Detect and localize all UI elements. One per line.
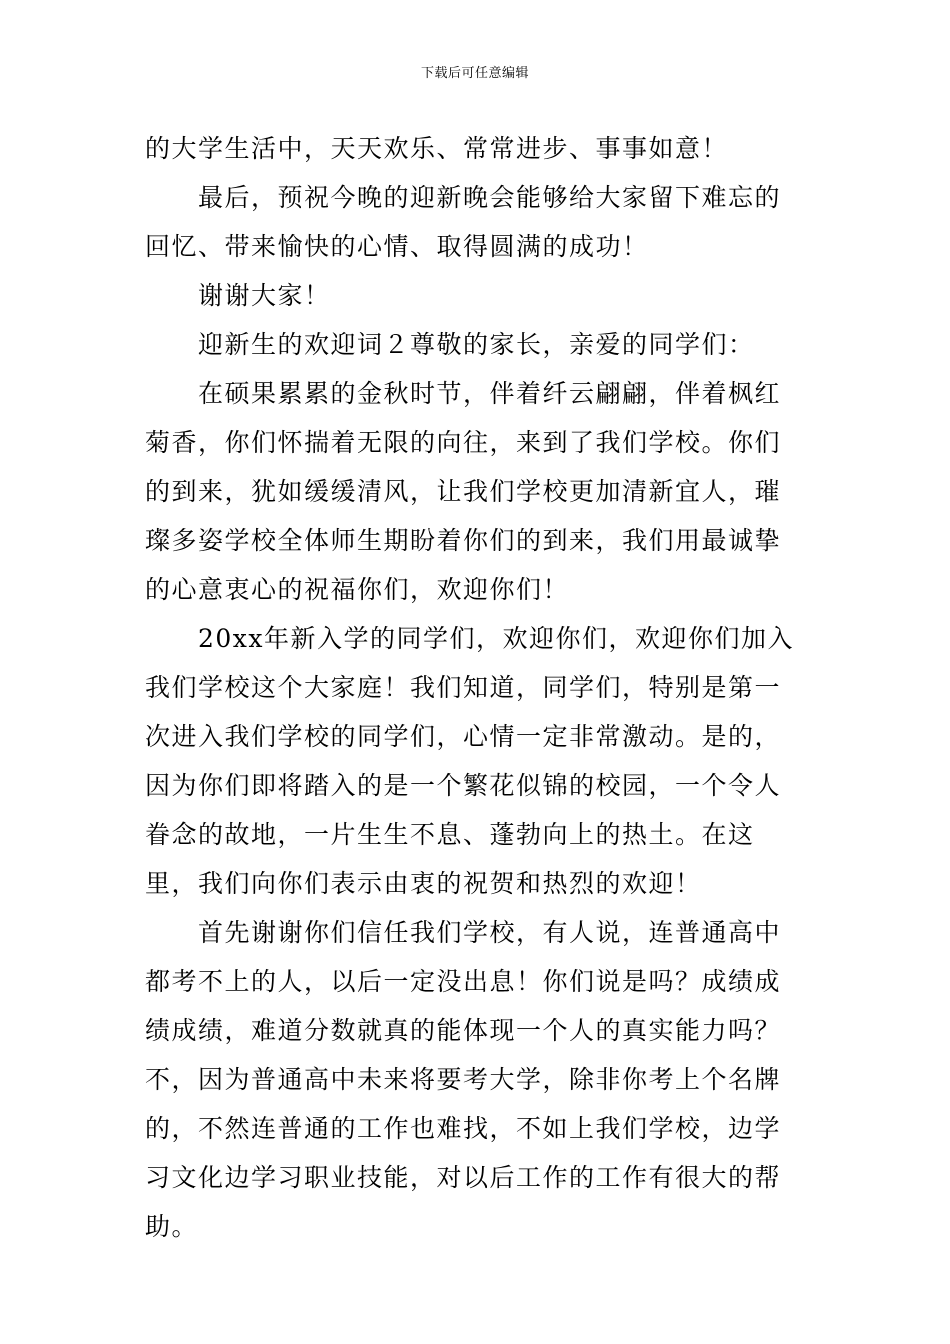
paragraph-new-students: 20xx年新入学的同学们，欢迎你们，欢迎你们加入我们学校这个大家庭！我们知道，同学们，特别是第一次进入我们学校的同学们，心情一定非常激动。是的，因为你们即将踏入的是一个繁花似锦的校园，一个令人眷念的故地，一片生生不息、蓬勃向上的热土。在这里，我们向你们表示由衷的祝贺和热烈的欢迎！ bbox=[145, 624, 795, 898]
paragraph-welcome-title: 迎新生的欢迎词２尊敬的家长，亲爱的同学们： bbox=[198, 330, 755, 359]
paragraph-thanks: 谢谢大家！ bbox=[198, 281, 331, 310]
paragraph-final-wish: 最后，预祝今晚的迎新晚会能够给大家留下难忘的回忆、带来愉快的心情、取得圆满的成功！ bbox=[145, 183, 782, 261]
paragraph-autumn: 在硕果累累的金秋时节，伴着纤云翩翩，伴着枫红菊香，你们怀揣着无限的向往，来到了我们学校。你们的到来，犹如缓缓清风，让我们学校更加清新宜人，璀璨多姿学校全体师生期盼着你们的到来，我们用最诚挚的心意衷心的祝福你们，欢迎你们！ bbox=[145, 379, 782, 604]
document-body bbox=[145, 124, 807, 1251]
page-header-note: 下载后可任意编辑 bbox=[420, 66, 529, 81]
paragraph-trust: 首先谢谢你们信任我们学校，有人说，连普通高中都考不上的人，以后一定没出息！你们说是吗？成绩成绩成绩，难道分数就真的能体现一个人的真实能力吗？不，因为普通高中未来将要考大学，除非你考上个名牌的，不然连普通的工作也难找，不如上我们学校，边学习文化边学习职业技能，对以后工作的工作有很大的帮助。 bbox=[145, 918, 782, 1241]
paragraph-closing-wish: 的大学生活中，天天欢乐、常常进步、事事如意！ bbox=[145, 134, 729, 163]
